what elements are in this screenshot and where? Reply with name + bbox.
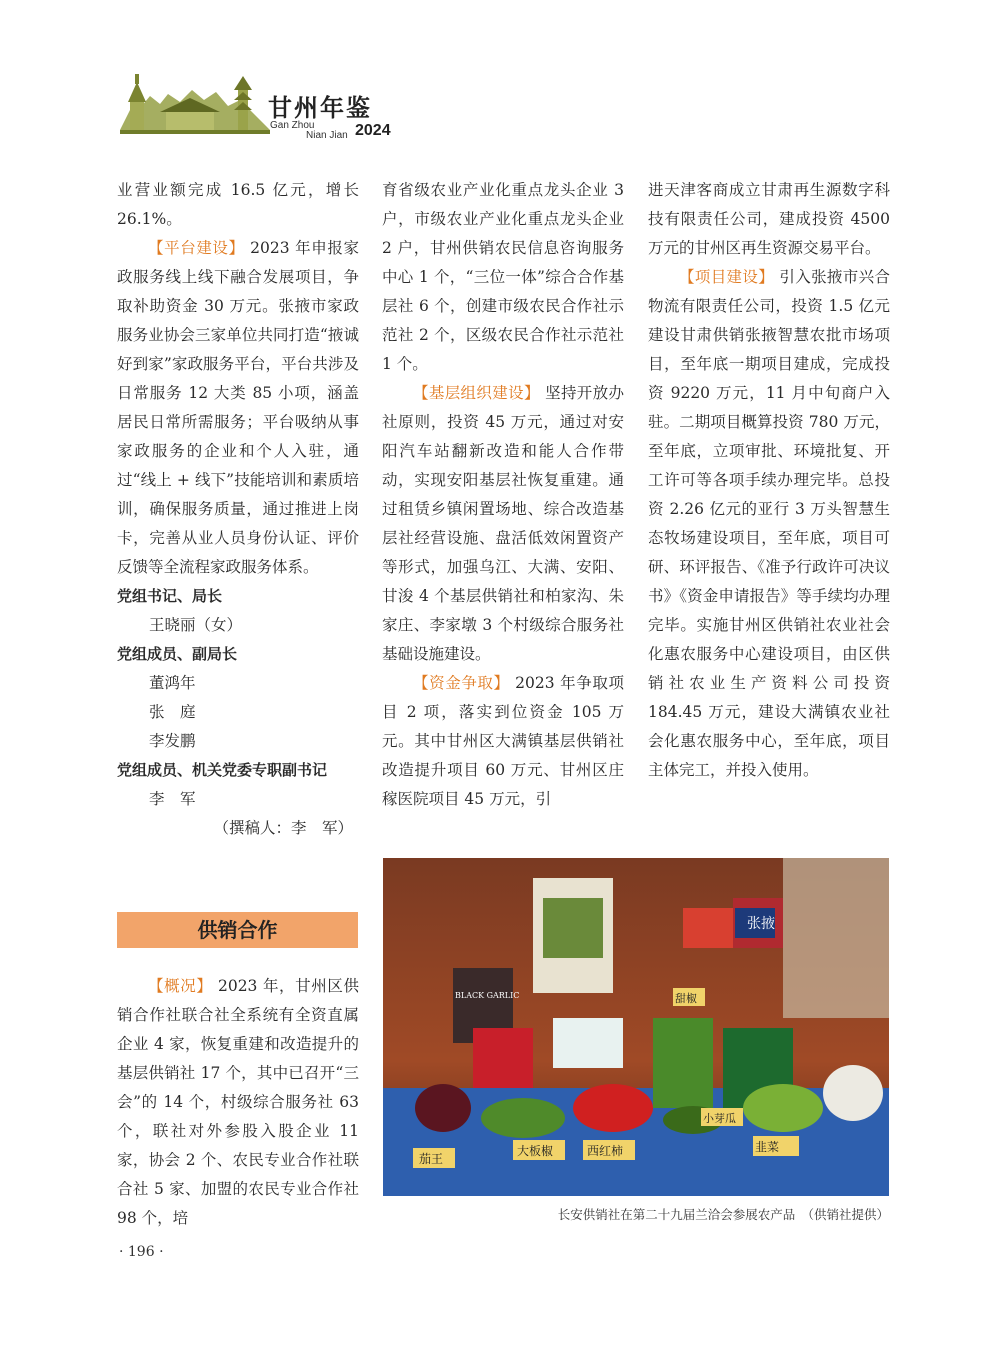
section-heading: 供销合作 [117, 912, 358, 948]
paragraph-text: 引入张掖市兴合物流有限责任公司，投资 1.5 亿元建设甘肃供销张掖智慧农批市场项目，至年底一期项目建成，完成投资 9220 万元，11 月中旬商户入驻。二期项目概算投资 780 万元，至年底，立项审批、环境批复、开工许可等各项手续办理完毕。总投资 2.26 亿元的亚行 3 万头智慧生态牧场建设项目，至年底，项目可研、环评报告、《准予行政许可决议书》《资金申请报告》等手续均办理完毕。实施甘州区供销社农业社会化惠农服务中心建设项目，由区供销社农业生产资料公司投资 184.45 万元，建设大满镇农业社会化惠农服务中心，至年底，项目主体完工，并投入使用。 [648, 268, 890, 779]
column-2 [382, 176, 624, 814]
photo-label: 西红柿 [587, 1144, 624, 1158]
column-3 [648, 176, 890, 785]
paragraph [117, 972, 359, 1233]
role-title: 党组书记、局长 [117, 587, 223, 605]
person-name: 董鸿年 [149, 674, 196, 692]
photo-label: 甜椒 [675, 992, 697, 1005]
person-name: 李发鹏 [149, 732, 196, 750]
person-name: 王晓丽（女） [149, 616, 243, 634]
paragraph [382, 379, 624, 669]
paragraph-text: 2023 年，甘州区供销合作社联合社全系统有全资直属企业 4 家，恢复重建和改造提升的基层供销社 17 个，其中已召开“三会”的 14 个，村级综合服务社 63 个，联社对外参股入股企业 11 家，协会 2 个、农民专业合作社联合社 5 家、加盟的农民专业合作社 98 个，培 [117, 977, 359, 1227]
photo-label: 张掖 [747, 916, 775, 932]
page-number: · 196 · [119, 1244, 164, 1260]
photo-label: BLACK GARLIC [455, 991, 520, 1000]
paragraph: 进天津客商成立甘肃再生源数字科技有限责任公司，建成投资 4500 万元的甘州区再生资源交易平台。 [648, 181, 890, 257]
photo-caption: 长安供销社在第二十九届兰洽会参展农产品 （供销社提供） [557, 1207, 889, 1222]
role-title: 党组成员、机关党委专职副书记 [117, 761, 328, 779]
paragraph: 育省级农业产业化重点龙头企业 3 户，市级农业产业化重点龙头企业 2 户，甘州供销农民信息咨询服务中心 1 个，“三位一体”综合合作基层社 6 个，创建市级农民合作社示范社 2 个，区级农民合作社示范社 1 个。 [382, 181, 624, 373]
paragraph-text: 坚持开放办社原则，投资 45 万元，通过对安阳汽车站翻新改造和能人合作带动，实现安阳基层社恢复重建。通过租赁乡镇闲置场地、综合改造基层社经营设施、盘活低效闲置资产等形式，加强乌江、大满、安阳、甘浚 4 个基层供销社和柏家沟、朱家庄、李家墩 3 个村级综合服务社基础设施建设。 [382, 384, 624, 663]
person-name: 李 军 [149, 790, 196, 808]
photo-label: 小芽瓜 [703, 1112, 736, 1125]
author-credit: （撰稿人：李 军） [213, 819, 353, 837]
paragraph [117, 234, 359, 582]
role-title: 党组成员、副局长 [117, 645, 238, 663]
paragraph-text: 2023 年申报家政服务线上线下融合发展项目，争取补助资金 30 万元。张掖市家政服务业协会三家单位共同打造“掖诚好到家”家政服务平台，平台共涉及日常服务 12 大类 85 小项，涵盖居民日常所需服务；平台吸纳从事家政服务的企业和个人入驻，通过“线上 + 线下”技能培训和素质培训，确保服务质量，通过推进上岗卡，完善从业人员身份认证、评价反馈等全流程家政服务体系。 [117, 239, 359, 576]
section-tag: 【资金争取】 [413, 674, 510, 692]
brand-subtitle-1: Gan Zhou [270, 120, 315, 131]
page-header [120, 72, 420, 142]
paragraph-text: 2023 年争取项目 2 项，落实到位资金 105 万元。其中甘州区大满镇基层供销社改造提升项目 60 万元、甘州区庄稼医院项目 45 万元，引 [382, 674, 624, 808]
section-tag: 【平台建设】 [148, 239, 245, 257]
masthead-illustration [120, 72, 270, 142]
photo-label: 大板椒 [517, 1144, 554, 1158]
photo-label: 韭菜 [755, 1140, 780, 1154]
column-1-lower [117, 972, 359, 1233]
paragraph: 业营业额完成 16.5 亿元，增长 26.1%。 [117, 181, 359, 228]
brand-title: 甘州年鉴 [268, 93, 372, 122]
person-name: 张 庭 [149, 703, 196, 721]
exhibition-photo [383, 858, 889, 1196]
brand-subtitle-2: Nian Jian [306, 130, 348, 141]
paragraph [648, 263, 890, 785]
column-1 [117, 176, 359, 843]
section-tag: 【基层组织建设】 [413, 384, 540, 402]
section-tag: 【概况】 [148, 977, 213, 995]
photo-label: 茄王 [419, 1152, 444, 1166]
brand-year: 2024 [355, 122, 391, 139]
paragraph [382, 669, 624, 814]
section-tag: 【项目建设】 [679, 268, 775, 286]
